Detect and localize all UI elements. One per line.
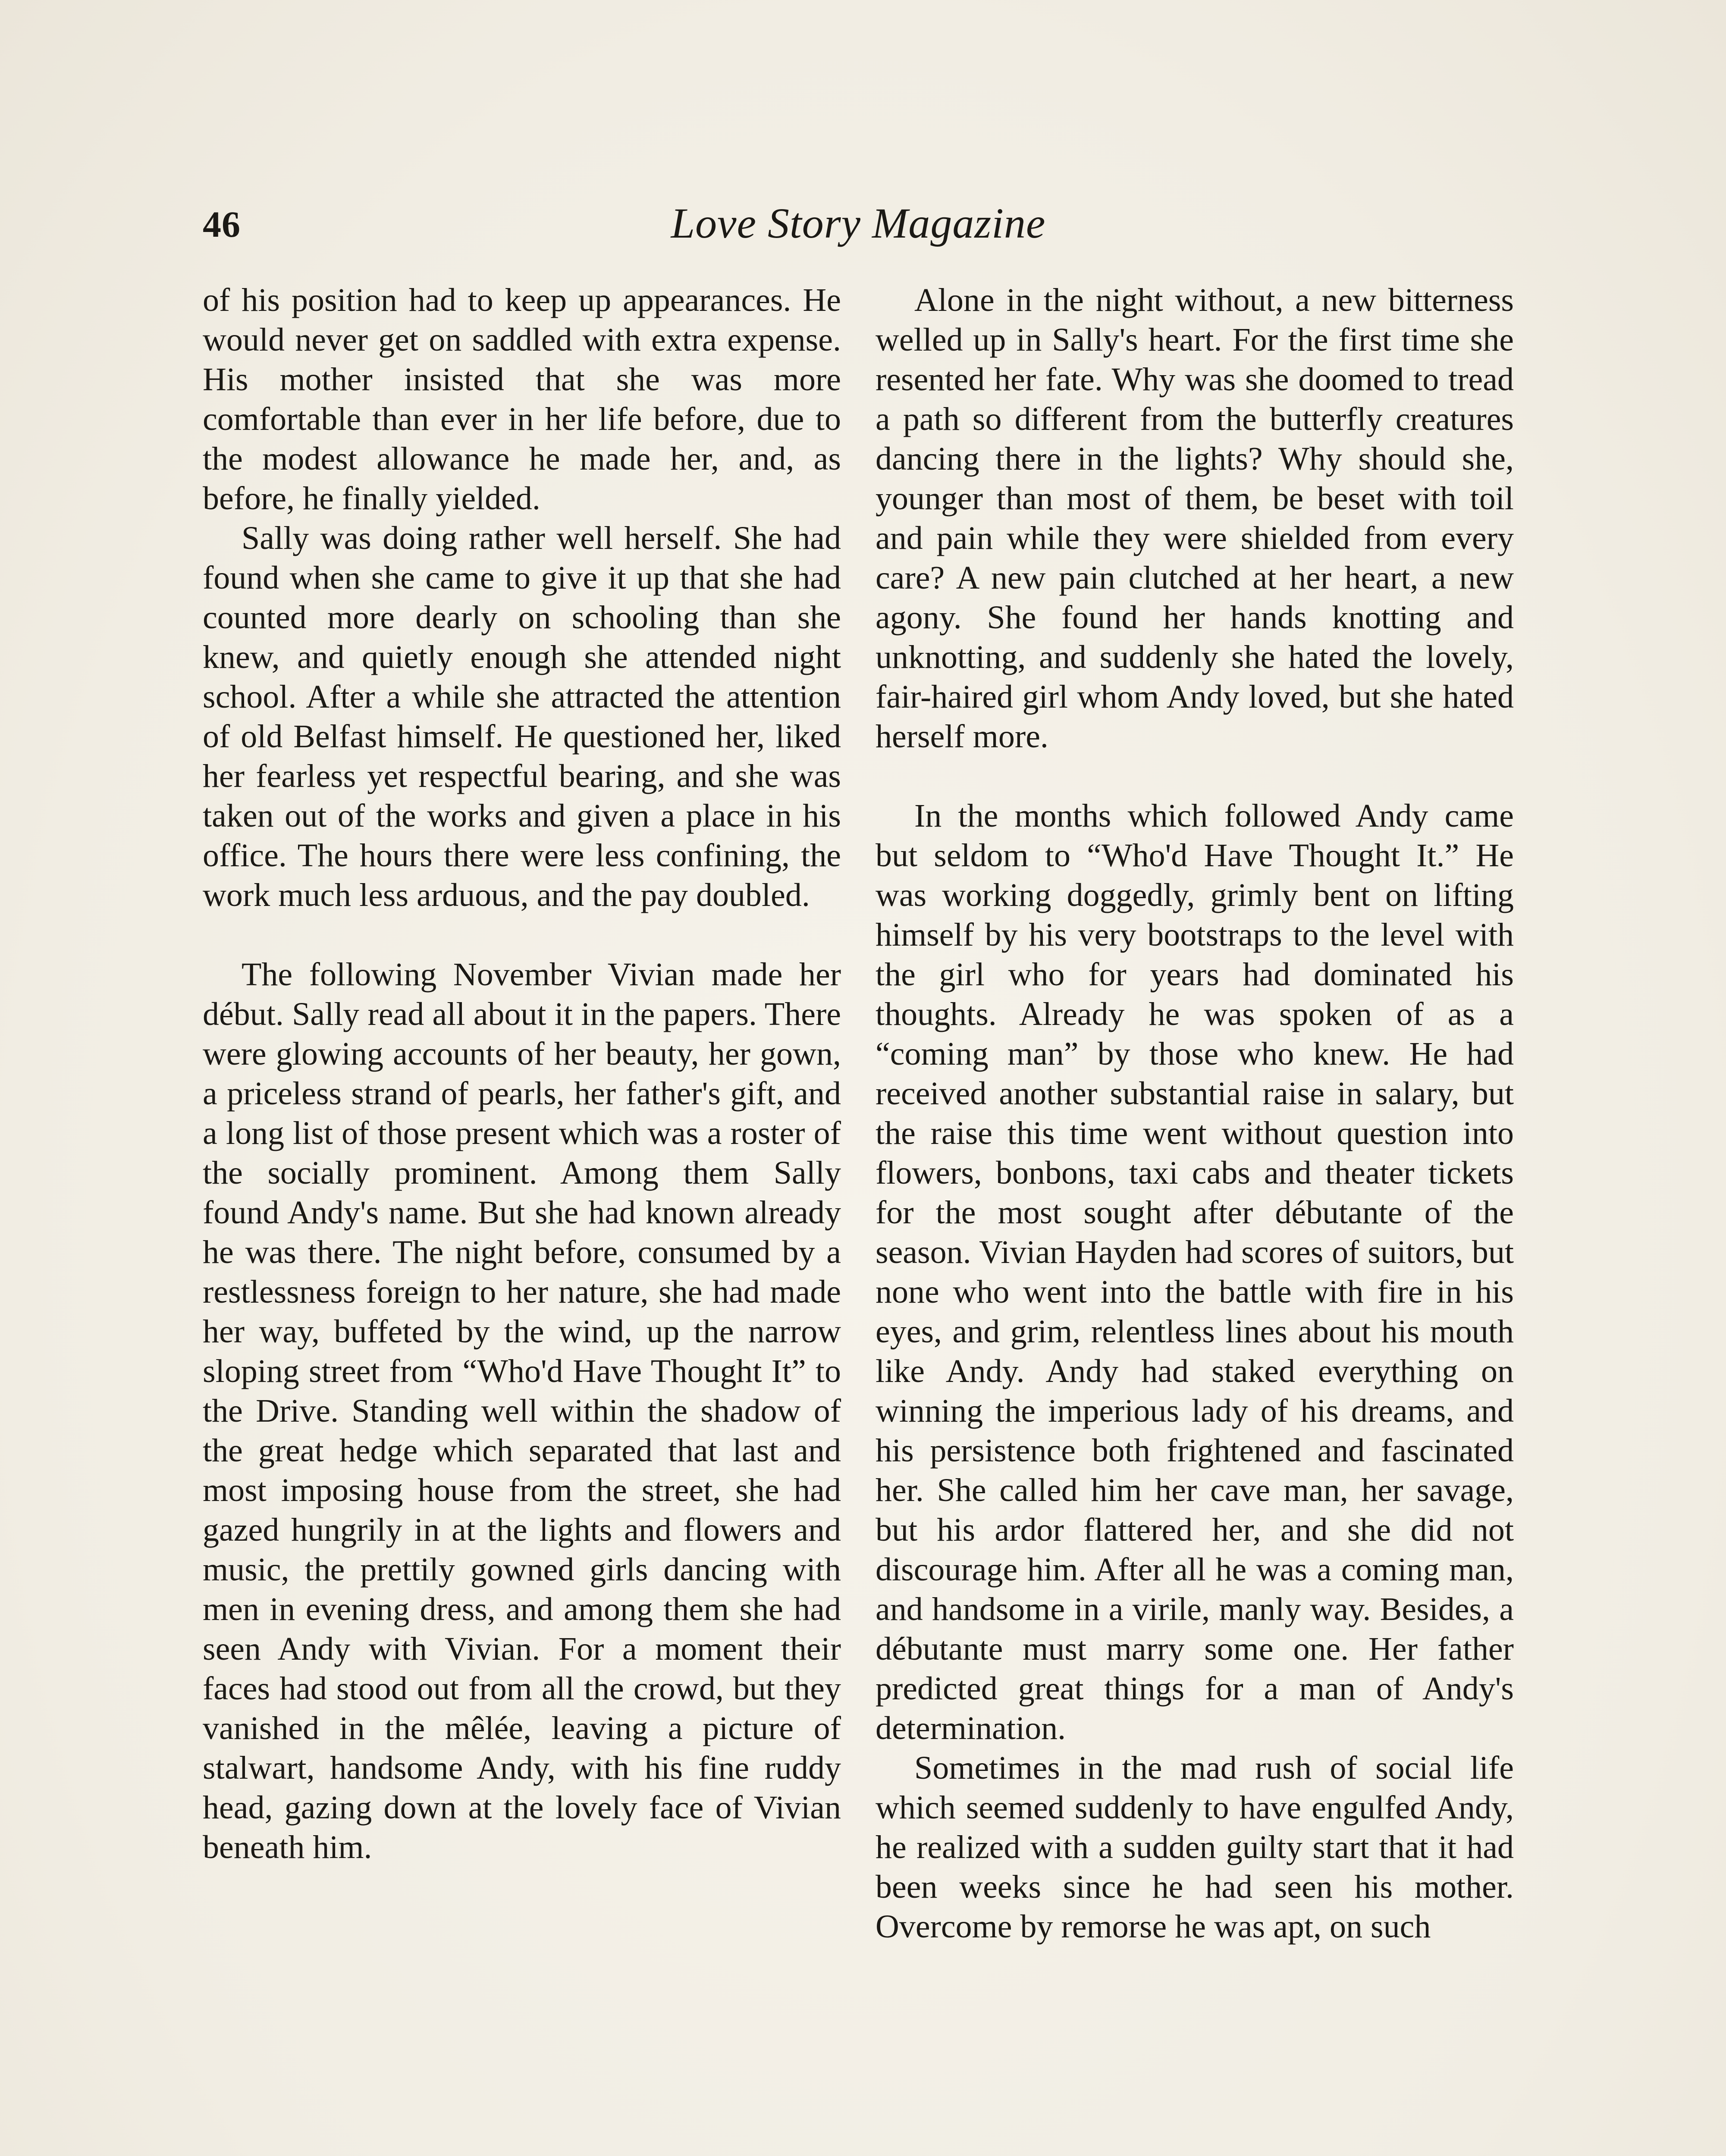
paragraph-left-3: The following November Vivian made her début. Sally read all about it in the papers. There were glowing accounts of her beauty, her gown, a priceless strand of pearls, her father's gift, and a long list of those present which was a roster of the socially prominent. Among them Sally found Andy's name. But she had known already he was there. The night before, consumed by a restlessness foreign to her nature, she had made her way, buffeted by the wind, up the narrow sloping street from “Who'd Have Thought It” to the Drive. Standing well within the shadow of the great hedge which separated that last and most imposing house from the street, she had gazed hungrily in at the lights and flowers and music, the prettily gowned girls dancing with men in evening dress, and among them she had seen Andy with Vivian. For a moment their faces had stood out from all the crowd, but they vanished in the mêlée, leaving a picture of stalwart, handsome Andy, with his fine ruddy head, gazing down at the lovely face of Vivian beneath him. — [203, 956, 841, 1865]
right-column — [876, 280, 1514, 1946]
paragraph-right-3: Sometimes in the mad rush of social life which seemed suddenly to have engulfed Andy, he realized with a sudden guilty start that it had been weeks since he had seen his mother. Overcome by remorse he was apt, on such — [876, 1750, 1514, 1945]
page-number: 46 — [203, 204, 241, 245]
left-column — [203, 280, 841, 1867]
paragraph-right-2: In the months which followed Andy came but seldom to “Who'd Have Thought It.” He was working doggedly, grimly bent on lifting himself by his very bootstraps to the level with the girl who for years had dominated his thoughts. Already he was spoken of as a “coming man” by those who knew. He had received another substantial raise in salary, but the raise this time went without question into flowers, bonbons, taxi cabs and theater tickets for the most sought after débutante of the season. Vivian Hayden had scores of suitors, but none who went into the battle with fire in his eyes, and grim, relentless lines about his mouth like Andy. Andy had staked everything on winning the imperious lady of his dreams, and his persistence both frightened and fascinated her. She called him her cave man, her savage, but his ardor flattered her, and she did not discourage him. After all he was a coming man, and handsome in a virile, manly way. Besides, a débutante must marry some one. Her father predicted great things for a man of Andy's determination. — [876, 798, 1514, 1746]
running-title: Love Story Magazine — [671, 199, 1046, 247]
paragraph-left-2: Sally was doing rather well herself. She had found when she came to give it up that she had counted more dearly on schooling than she knew, and quietly enough she attended night school. After a while she attracted the attention of old Belfast himself. He questioned her, liked her fearless yet respectful bearing, and she was taken out of the works and given a place in his office. The hours there were less confining, the work much less arduous, and the pay doubled. — [203, 520, 841, 913]
page-header — [203, 194, 1514, 263]
paragraph-left-1: of his position had to keep up appearances. He would never get on saddled with extra expense. His mother insisted that she was more comfortable than ever in her life before, due to the modest allowance he made her, and, as before, he finally yielded. — [203, 282, 841, 517]
paragraph-right-1: Alone in the night without, a new bitterness welled up in Sally's heart. For the first time she resented her fate. Why was she doomed to tread a path so different from the butterfly creatures dancing there in the lights? Why should she, younger than most of them, be beset with toil and pain while they were shielded from every care? A new pain clutched at her heart, a new agony. She found her hands knotting and unknotting, and suddenly she hated the lovely, fair-haired girl whom Andy loved, but she hated herself more. — [876, 282, 1514, 755]
